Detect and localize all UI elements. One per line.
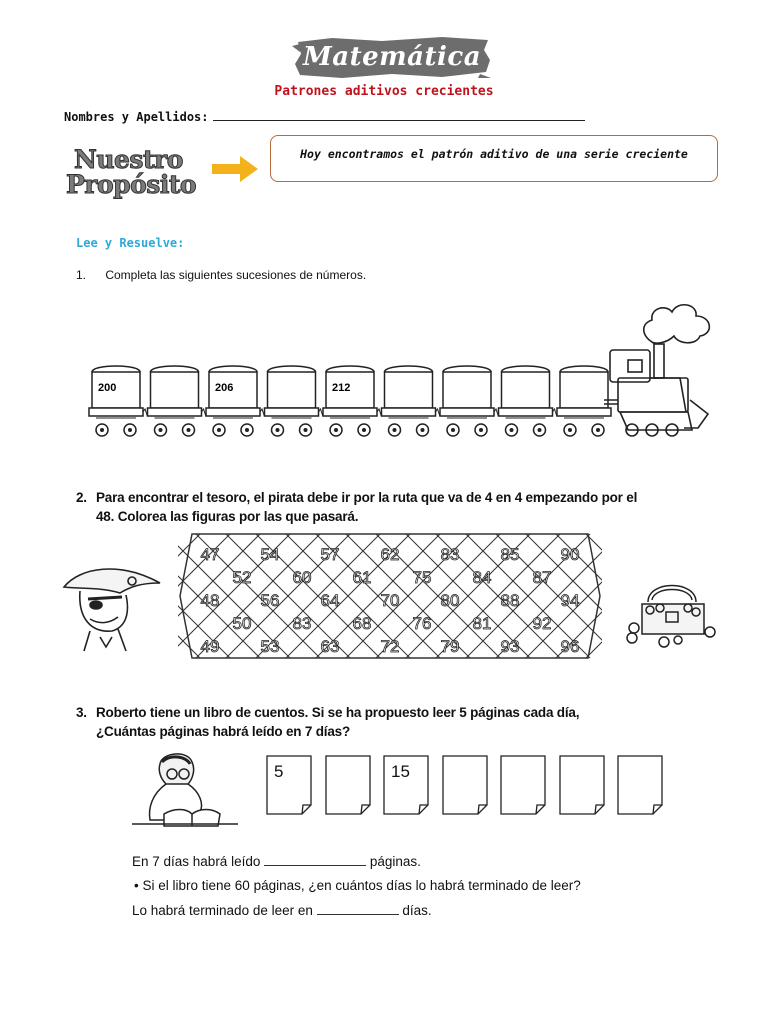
page-value: 15: [391, 762, 410, 781]
grid-number[interactable]: 64: [320, 591, 340, 610]
grid-number[interactable]: 57: [320, 545, 340, 564]
answer-1-blank[interactable]: [264, 853, 366, 866]
treasure-chest-illustration: [622, 572, 722, 648]
train-wagon: [382, 366, 444, 436]
page-box[interactable]: [559, 755, 605, 815]
wagon-number: 206: [215, 382, 234, 394]
question-3: [76, 703, 716, 741]
grid-number[interactable]: 75: [412, 568, 432, 587]
question-3-line1: Roberto tiene un libro de cuentos. Si se ha propuesto leer 5 páginas cada día,: [96, 705, 580, 720]
page-box[interactable]: [325, 755, 371, 815]
grid-number[interactable]: 49: [200, 637, 220, 656]
train-wagon: [440, 366, 502, 436]
grid-number[interactable]: 53: [260, 637, 280, 656]
train-illustration: [80, 290, 720, 450]
grid-number[interactable]: 80: [440, 591, 460, 610]
names-label: Nombres y Apellidos:: [64, 110, 209, 124]
question-2-number: 2.: [76, 490, 87, 505]
page-value: 5: [274, 762, 284, 781]
grid-number[interactable]: 79: [440, 637, 460, 656]
answer-2-before: Lo habrá terminado de leer en: [132, 903, 313, 918]
wagon-number: 212: [332, 382, 351, 394]
question-1-number: 1.: [76, 268, 87, 282]
train-wagon: [206, 366, 268, 436]
grid-number[interactable]: 83: [292, 614, 312, 633]
grid-number[interactable]: 72: [380, 637, 400, 656]
grid-number[interactable]: 85: [500, 545, 520, 564]
bullet: •: [134, 878, 139, 893]
grid-number[interactable]: 92: [532, 614, 552, 633]
question-2-line1: Para encontrar el tesoro, el pirata debe ir por la ruta que va de 4 en 4 empezando por el: [96, 490, 638, 505]
grid-number[interactable]: 63: [320, 637, 340, 656]
train-wagon: [265, 366, 327, 436]
page-box[interactable]: [266, 755, 312, 815]
grid-number[interactable]: 50: [232, 614, 252, 633]
page-box[interactable]: [500, 755, 546, 815]
grid-number[interactable]: 47: [200, 545, 220, 564]
answer-line-1: [132, 853, 421, 869]
grid-number[interactable]: 93: [500, 637, 520, 656]
grid-number[interactable]: 90: [560, 545, 580, 564]
boy-reading-illustration: [130, 750, 240, 830]
question-3-line2: ¿Cuántas páginas habrá leído en 7 días?: [96, 724, 351, 739]
question-3-number: 3.: [76, 705, 87, 720]
page-title: Matemática: [302, 42, 482, 72]
grid-number[interactable]: 61: [352, 568, 372, 587]
grid-number[interactable]: 60: [292, 568, 312, 587]
names-blank-line[interactable]: [213, 108, 585, 121]
answer-2-blank[interactable]: [317, 902, 399, 915]
grid-number[interactable]: 70: [380, 591, 400, 610]
train-wagon: [499, 366, 561, 436]
follow-up-question-text: Si el libro tiene 60 páginas, ¿en cuántos días lo habrá terminado de leer?: [142, 878, 581, 893]
grid-number[interactable]: 68: [352, 614, 372, 633]
grid-number[interactable]: 83: [440, 545, 460, 564]
purpose-logo-line1: Nuestro: [74, 145, 183, 174]
train-wagon: [557, 366, 611, 436]
answer-1-after: páginas.: [369, 854, 421, 869]
wagon-number: 200: [98, 382, 117, 394]
answer-1-before: En 7 días habrá leído: [132, 854, 261, 869]
grid-number[interactable]: 87: [532, 568, 552, 587]
train-wagon: [148, 366, 210, 436]
grid-number[interactable]: 96: [560, 637, 580, 656]
purpose-text: Hoy encontramos el patrón aditivo de una serie creciente: [300, 147, 688, 161]
locomotive: [604, 305, 709, 436]
question-1-text: Completa las siguientes sucesiones de números.: [105, 268, 367, 282]
grid-number[interactable]: 88: [500, 591, 520, 610]
question-2: [76, 488, 716, 526]
page-subtitle: Patrones aditivos crecientes: [274, 84, 494, 99]
grid-number[interactable]: 54: [260, 545, 280, 564]
train-wagon: [323, 366, 385, 436]
grid-number[interactable]: 84: [472, 568, 492, 587]
grid-number[interactable]: 62: [380, 545, 400, 564]
grid-number[interactable]: 52: [232, 568, 252, 587]
section-label: Lee y Resuelve:: [76, 236, 185, 250]
names-field[interactable]: [64, 108, 585, 124]
grid-number[interactable]: 81: [472, 614, 492, 633]
question-1: [76, 268, 366, 282]
pirate-illustration: [60, 557, 164, 653]
question-2-line2: 48. Colorea las figuras por las que pasará.: [96, 509, 359, 524]
right-arrow-icon: [210, 154, 260, 184]
answer-2-after: días.: [402, 903, 432, 918]
grid-number[interactable]: 48: [200, 591, 220, 610]
follow-up-question: [134, 878, 581, 893]
page-box[interactable]: [442, 755, 488, 815]
grid-number[interactable]: 94: [560, 591, 580, 610]
train-wagon: [89, 366, 151, 436]
grid-number[interactable]: 76: [412, 614, 432, 633]
purpose-logo-line2: Propósito: [66, 170, 197, 199]
page-box[interactable]: [617, 755, 663, 815]
number-maze-grid: [178, 530, 602, 662]
answer-line-2: [132, 902, 432, 918]
grid-number[interactable]: 56: [260, 591, 280, 610]
